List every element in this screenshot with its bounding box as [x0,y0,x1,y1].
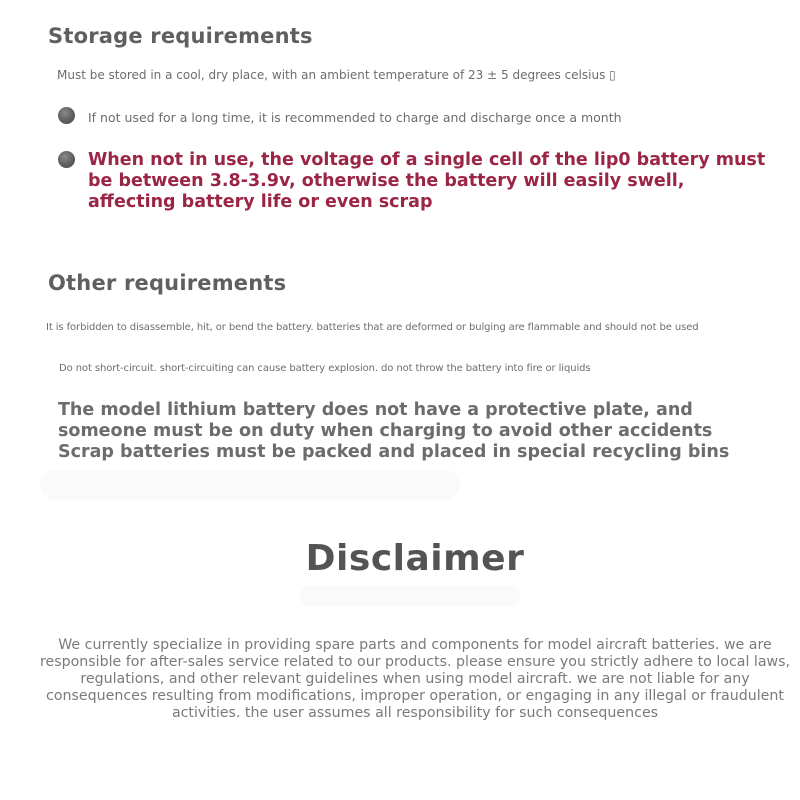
storage-bullet-voltage-warning: When not in use, the voltage of a single cell of the lip0 battery must be between 3.8-3.9v, otherwise the battery will easily swell, affecting battery life or even scrap [88,150,766,212]
other-emphasis-text: The model lithium battery does not have a protective plate, and someone must be on duty when charging to avoid other accidents Scrap batteries must be packed and placed in special recycling bins [58,400,730,462]
storage-bullet-monthly: If not used for a long time, it is recommended to charge and discharge once a month [88,110,622,125]
storage-heading: Storage requirements [48,24,313,48]
background-shade [300,585,520,607]
storage-ambient-note: Must be stored in a cool, dry place, with an ambient temperature of 23 ± 5 degrees celsius ▯ [57,68,616,82]
disclaimer-title: Disclaimer [305,538,525,579]
other-line-disassemble: It is forbidden to disassemble, hit, or bend the battery. batteries that are deformed or bulging are flammable and should not be used [46,322,699,333]
other-line-short-circuit: Do not short-circuit. short-circuiting can cause battery explosion. do not throw the battery into fire or liquids [59,363,591,374]
background-shade [40,470,460,500]
bullet-dot-icon [58,151,75,168]
other-heading: Other requirements [48,271,287,295]
disclaimer-body: We currently specialize in providing spare parts and components for model aircraft batteries. we are responsible for after-sales service related to our products. please ensure you strictly adhere to local laws, regulations, and other relevant guidelines when using model aircraft. we are not liable for any consequences resulting from modifications, improper operation, or engaging in any illegal or fraudulent activities. the user assumes all responsibility for such consequences [39,637,791,721]
bullet-dot-icon [58,107,75,124]
